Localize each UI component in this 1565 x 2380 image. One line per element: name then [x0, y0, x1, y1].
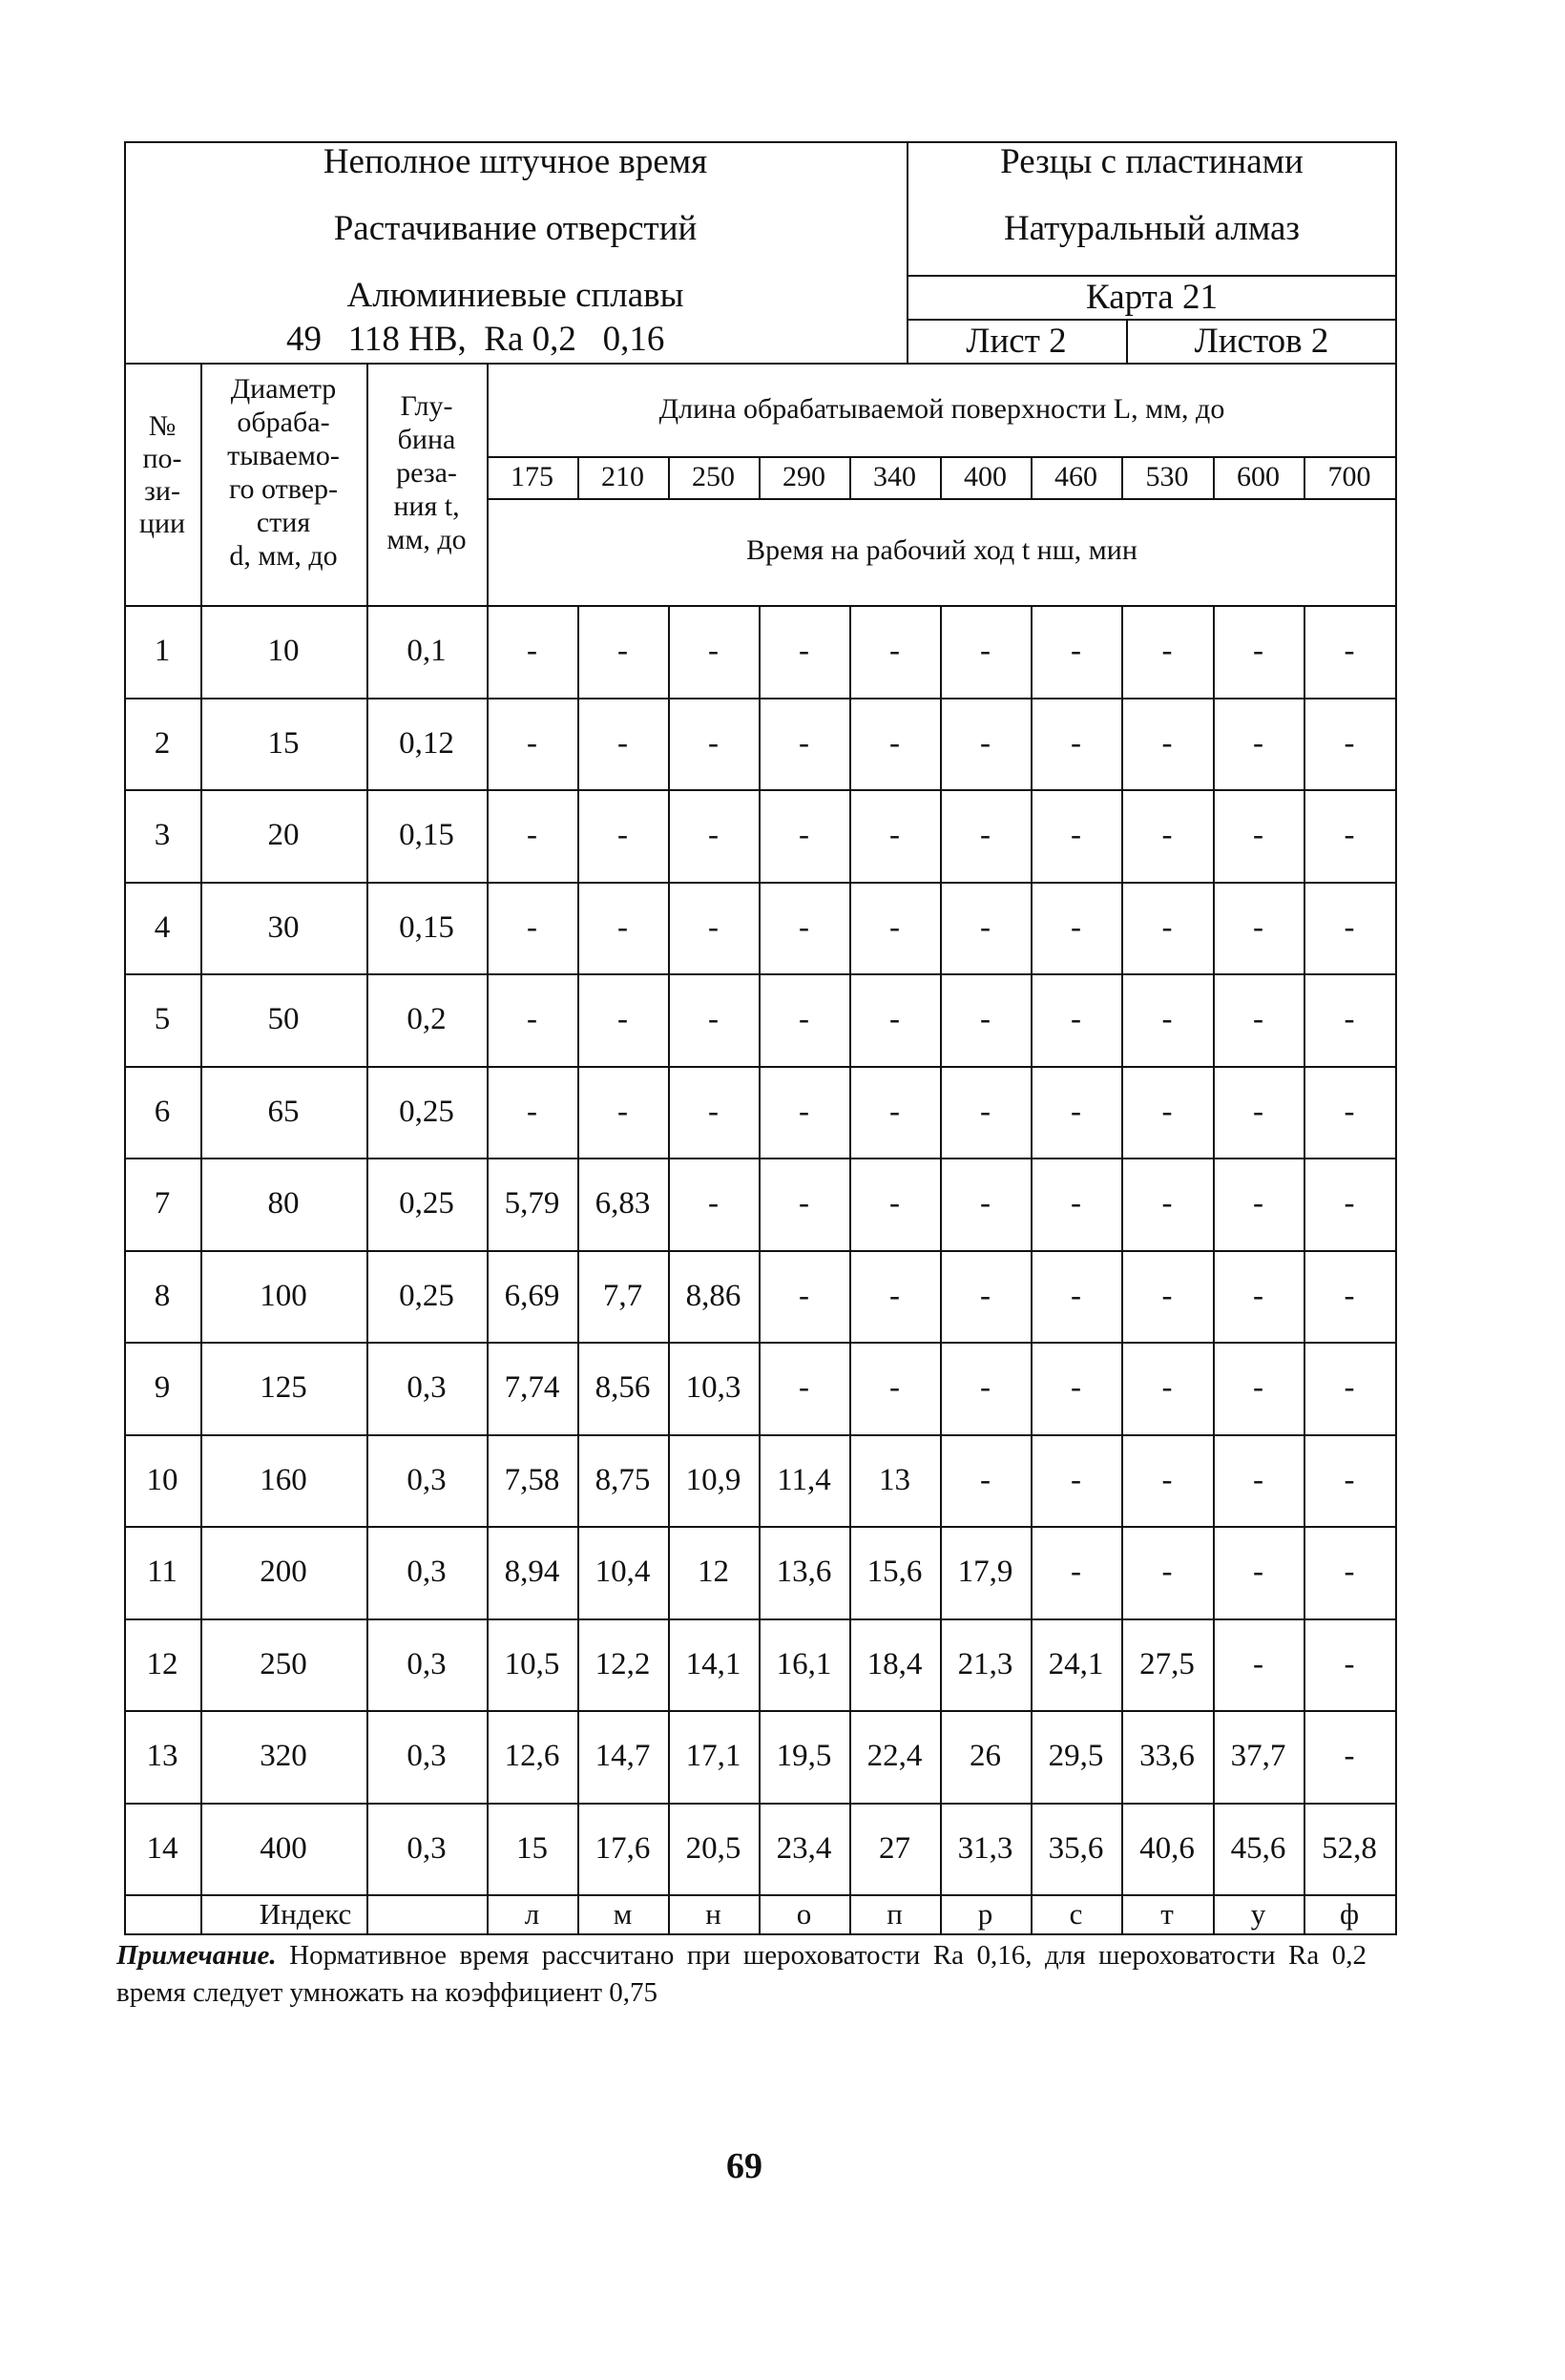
- time-value: -: [527, 1002, 537, 1036]
- time-value: -: [1071, 1002, 1081, 1036]
- row-depth: 0,15: [399, 910, 454, 945]
- time-value: 17,9: [957, 1555, 1013, 1589]
- time-value: -: [889, 910, 900, 945]
- time-value: -: [1344, 1370, 1355, 1405]
- time-value: -: [708, 1186, 719, 1221]
- row-depth: 0,2: [407, 1002, 447, 1036]
- length-value: 530: [1145, 461, 1189, 492]
- time-value: -: [1253, 1186, 1263, 1221]
- time-value: -: [1344, 1186, 1355, 1221]
- time-value: -: [617, 910, 628, 945]
- time-value: 17,6: [595, 1831, 651, 1866]
- time-value: 7,74: [504, 1370, 560, 1405]
- time-value: 7,58: [504, 1463, 560, 1497]
- length-separator: [940, 456, 942, 498]
- time-value: 15,6: [866, 1555, 923, 1589]
- col-header-diameter-line: Диаметр: [230, 373, 337, 405]
- length-value: 210: [601, 461, 644, 492]
- time-value: -: [617, 818, 628, 852]
- time-value: 31,3: [957, 1831, 1013, 1866]
- col-header-num-line: по-: [142, 443, 182, 474]
- sheet-number: Лист 2: [966, 322, 1067, 361]
- col-header-depth-line: мм, до: [386, 524, 467, 555]
- row-number: 14: [146, 1831, 178, 1866]
- time-value: 21,3: [957, 1647, 1013, 1681]
- time-value: -: [1253, 818, 1263, 852]
- time-value: -: [1161, 818, 1173, 852]
- time-value: -: [1253, 1555, 1263, 1589]
- row-diameter: 250: [260, 1647, 307, 1681]
- row-diameter: 50: [267, 1002, 300, 1036]
- time-value: -: [799, 1095, 809, 1129]
- header-right-1: Резцы с пластинами: [1000, 142, 1304, 181]
- time-value: -: [799, 726, 809, 761]
- time-value: -: [1071, 1370, 1081, 1405]
- row-number: 6: [154, 1095, 171, 1129]
- time-value: -: [889, 1002, 900, 1036]
- col-header-length-title: Длина обрабатываемой поверхности L, мм, до: [658, 393, 1225, 425]
- time-value: -: [799, 1370, 809, 1405]
- time-value: 14,1: [685, 1647, 741, 1681]
- time-value: -: [889, 726, 900, 761]
- length-separator: [1031, 456, 1033, 498]
- header-right-2: Натуральный алмаз: [1003, 209, 1301, 248]
- time-value: 33,6: [1139, 1739, 1195, 1773]
- col-header-depth-line: ния t,: [393, 491, 460, 522]
- col-header-diameter-line: стия: [256, 507, 311, 538]
- length-value: 175: [511, 461, 553, 492]
- row-diameter: 400: [260, 1831, 307, 1866]
- time-value: 19,5: [776, 1739, 832, 1773]
- col-header-num-line: №: [148, 410, 177, 442]
- row-diameter: 200: [260, 1555, 307, 1589]
- index-value: н: [705, 1896, 721, 1931]
- sheets-total: Листов 2: [1194, 322, 1329, 361]
- time-value: -: [980, 726, 991, 761]
- time-value: -: [980, 1186, 991, 1221]
- row-diameter: 125: [260, 1370, 307, 1405]
- note-label: Примечание.: [116, 1940, 277, 1971]
- length-separator: [1213, 456, 1215, 498]
- time-value: -: [980, 910, 991, 945]
- col-header-depth-line: реза-: [396, 457, 457, 489]
- time-value: 26: [970, 1739, 1001, 1773]
- row-depth: 0,25: [399, 1095, 454, 1129]
- time-value: -: [1071, 818, 1081, 852]
- header-title-1: Неполное штучное время: [323, 142, 708, 181]
- row-number: 9: [154, 1370, 171, 1405]
- time-value: -: [799, 1186, 809, 1221]
- row-depth: 0,3: [407, 1463, 447, 1497]
- time-value: -: [1253, 634, 1263, 668]
- time-value: 10,9: [685, 1463, 741, 1497]
- index-value: т: [1160, 1896, 1174, 1931]
- column-header-top-line: [124, 363, 1397, 365]
- time-value: 5,79: [504, 1186, 560, 1221]
- time-value: -: [1253, 1095, 1263, 1129]
- time-value: -: [527, 726, 537, 761]
- col-header-depth-line: Глу-: [400, 390, 453, 422]
- index-value: р: [977, 1896, 993, 1931]
- length-value: 400: [964, 461, 1007, 492]
- header-title-3: Алюминиевые сплавы: [346, 276, 684, 315]
- time-value: -: [1161, 726, 1173, 761]
- time-value: 16,1: [776, 1647, 832, 1681]
- time-value: 52,8: [1322, 1831, 1377, 1866]
- time-value: -: [527, 1095, 537, 1129]
- time-value: -: [1253, 1370, 1263, 1405]
- time-value: -: [708, 726, 719, 761]
- time-value: -: [1253, 1463, 1263, 1497]
- time-value: 8,94: [504, 1555, 560, 1589]
- time-value: 14,7: [595, 1739, 651, 1773]
- time-value: 7,7: [602, 1279, 643, 1313]
- row-depth: 0,3: [407, 1370, 447, 1405]
- time-value: -: [1344, 1647, 1355, 1681]
- time-value: -: [1071, 726, 1081, 761]
- time-value: -: [1161, 1186, 1173, 1221]
- time-value: -: [1344, 1463, 1355, 1497]
- time-value: -: [527, 910, 537, 945]
- time-value: 10,3: [685, 1370, 741, 1405]
- time-value: -: [1344, 1555, 1355, 1589]
- time-value: -: [617, 1002, 628, 1036]
- length-separator: [1304, 456, 1305, 498]
- row-depth: 0,3: [407, 1555, 447, 1589]
- length-separator: [759, 456, 761, 498]
- page-number: 69: [726, 2146, 762, 2186]
- note-text: Нормативное время рассчитано при шероховатости Ra 0,16, для шероховатости Ra 0,2 время следует умножать на коэффициент 0,75: [116, 1940, 1367, 2008]
- time-value: -: [1344, 910, 1355, 945]
- table-bottom-border: [124, 1933, 1397, 1935]
- row-depth: 0,3: [407, 1647, 447, 1681]
- time-value: 35,6: [1048, 1831, 1104, 1866]
- time-value: -: [1344, 818, 1355, 852]
- time-value: -: [1161, 910, 1173, 945]
- length-values-line: [487, 498, 1397, 500]
- length-separator: [577, 456, 579, 498]
- time-value: -: [980, 1002, 991, 1036]
- time-value: 12: [698, 1555, 729, 1589]
- time-value: -: [1071, 1463, 1081, 1497]
- length-value: 600: [1237, 461, 1280, 492]
- col-header-depth-line: бина: [397, 424, 456, 455]
- time-value: -: [1344, 634, 1355, 668]
- time-value: 40,6: [1139, 1831, 1195, 1866]
- index-label: Индекс: [259, 1896, 352, 1931]
- time-value: -: [799, 634, 809, 668]
- time-value: -: [980, 1095, 991, 1129]
- row-diameter: 160: [260, 1463, 307, 1497]
- card-number: Карта 21: [1086, 278, 1218, 317]
- row-number: 10: [146, 1463, 178, 1497]
- time-value: -: [1071, 634, 1081, 668]
- time-value: -: [889, 1186, 900, 1221]
- time-value: -: [980, 1463, 991, 1497]
- time-value: -: [889, 1279, 900, 1313]
- col-header-num-line: ции: [138, 508, 186, 539]
- time-value: -: [799, 818, 809, 852]
- time-value: -: [980, 1370, 991, 1405]
- index-value: м: [613, 1896, 633, 1931]
- time-value: -: [708, 634, 719, 668]
- time-value: -: [1253, 1647, 1263, 1681]
- row-depth: 0,12: [399, 726, 454, 761]
- row-depth: 0,1: [407, 634, 447, 668]
- length-separator: [1121, 456, 1123, 498]
- time-value: 29,5: [1048, 1739, 1104, 1773]
- time-value: -: [1161, 1095, 1173, 1129]
- time-value: -: [1253, 1002, 1263, 1036]
- time-value: -: [617, 634, 628, 668]
- time-value: -: [1161, 1463, 1173, 1497]
- row-number: 4: [154, 910, 171, 945]
- time-value: 8,86: [685, 1279, 741, 1313]
- time-value: -: [1161, 1279, 1173, 1313]
- row-diameter: 320: [260, 1739, 307, 1773]
- time-value: 13: [879, 1463, 910, 1497]
- row-number: 13: [146, 1739, 178, 1773]
- row-diameter: 20: [267, 818, 300, 852]
- row-number: 11: [147, 1555, 177, 1589]
- time-value: -: [1071, 1555, 1081, 1589]
- time-value: -: [889, 818, 900, 852]
- time-value: -: [1071, 910, 1081, 945]
- time-value: 11,4: [777, 1463, 831, 1497]
- note: [116, 1937, 1367, 2012]
- time-value: 6,83: [595, 1186, 651, 1221]
- time-value: -: [1071, 1095, 1081, 1129]
- time-value: -: [1071, 1186, 1081, 1221]
- time-value: -: [980, 1279, 991, 1313]
- header-title-4: 49 118 НВ, Ra 0,2 0,16: [286, 320, 665, 359]
- time-value: -: [708, 818, 719, 852]
- time-value: 10,4: [595, 1555, 651, 1589]
- time-value: 37,7: [1230, 1739, 1286, 1773]
- col-header-time-title: Время на рабочий ход t нш, мин: [746, 534, 1137, 566]
- row-number: 3: [154, 818, 171, 852]
- index-value: о: [796, 1896, 812, 1931]
- index-value: у: [1250, 1896, 1266, 1931]
- length-value: 290: [782, 461, 825, 492]
- row-number: 12: [146, 1647, 178, 1681]
- col-header-diameter-line: обраба-: [237, 407, 330, 438]
- row-diameter: 30: [267, 910, 300, 945]
- time-value: 17,1: [685, 1739, 741, 1773]
- time-value: -: [527, 818, 537, 852]
- col-header-diameter-line: d, мм, до: [229, 540, 338, 572]
- time-value: -: [1161, 1370, 1173, 1405]
- time-value: -: [1161, 634, 1173, 668]
- time-value: -: [1344, 1002, 1355, 1036]
- time-value: -: [1253, 910, 1263, 945]
- time-value: -: [617, 1095, 628, 1129]
- time-value: 8,56: [595, 1370, 651, 1405]
- row-number: 5: [154, 1002, 171, 1036]
- time-value: -: [889, 634, 900, 668]
- index-value: л: [524, 1896, 540, 1931]
- col-header-diameter-line: тываемо-: [227, 440, 340, 471]
- time-value: -: [1253, 726, 1263, 761]
- time-value: -: [980, 818, 991, 852]
- index-value: ф: [1339, 1896, 1360, 1931]
- row-number: 8: [154, 1279, 171, 1313]
- length-separator: [668, 456, 670, 498]
- col-header-diameter-line: го отвер-: [228, 473, 339, 505]
- time-value: -: [1161, 1002, 1173, 1036]
- time-value: 23,4: [776, 1831, 832, 1866]
- time-value: -: [1071, 1279, 1081, 1313]
- time-value: -: [527, 634, 537, 668]
- length-value: 340: [873, 461, 916, 492]
- header-title-2: Растачивание отверстий: [333, 209, 698, 248]
- time-value: -: [889, 1095, 900, 1129]
- time-value: 20,5: [685, 1831, 741, 1866]
- row-number: 1: [154, 634, 171, 668]
- index-value: с: [1069, 1896, 1083, 1931]
- time-value: -: [1344, 1095, 1355, 1129]
- time-value: 8,75: [595, 1463, 651, 1497]
- time-value: 27: [879, 1831, 910, 1866]
- row-diameter: 15: [267, 726, 300, 761]
- row-depth: 0,15: [399, 818, 454, 852]
- time-value: 22,4: [866, 1739, 923, 1773]
- time-value: 27,5: [1139, 1647, 1195, 1681]
- index-value: п: [887, 1896, 903, 1931]
- time-value: -: [1253, 1279, 1263, 1313]
- time-value: -: [889, 1370, 900, 1405]
- row-diameter: 10: [267, 634, 300, 668]
- time-value: -: [1344, 726, 1355, 761]
- time-value: 13,6: [776, 1555, 832, 1589]
- time-value: -: [708, 1095, 719, 1129]
- length-value: 460: [1054, 461, 1097, 492]
- time-value: -: [799, 1002, 809, 1036]
- time-value: -: [799, 1279, 809, 1313]
- time-value: -: [617, 726, 628, 761]
- col-header-diameter: [200, 372, 366, 573]
- time-value: -: [799, 910, 809, 945]
- time-value: -: [1344, 1739, 1355, 1773]
- length-value: 700: [1327, 461, 1371, 492]
- time-value: -: [708, 1002, 719, 1036]
- time-value: 6,69: [504, 1279, 560, 1313]
- row-depth: 0,3: [407, 1739, 447, 1773]
- row-depth: 0,3: [407, 1831, 447, 1866]
- time-value: 45,6: [1230, 1831, 1286, 1866]
- time-value: -: [1344, 1279, 1355, 1313]
- time-value: 18,4: [866, 1647, 923, 1681]
- time-value: -: [708, 910, 719, 945]
- row-number: 2: [154, 726, 171, 761]
- time-value: 12,2: [595, 1647, 651, 1681]
- row-diameter: 65: [267, 1095, 300, 1129]
- row-depth: 0,25: [399, 1279, 454, 1313]
- time-value: -: [980, 634, 991, 668]
- col-header-num: [124, 410, 200, 540]
- row-number: 7: [154, 1186, 171, 1221]
- time-value: 24,1: [1048, 1647, 1104, 1681]
- row-depth: 0,25: [399, 1186, 454, 1221]
- time-value: -: [1161, 1555, 1173, 1589]
- row-diameter: 80: [267, 1186, 300, 1221]
- time-value: 10,5: [504, 1647, 560, 1681]
- col-header-depth: [366, 389, 487, 556]
- time-value: 15: [516, 1831, 548, 1866]
- length-separator: [849, 456, 851, 498]
- length-value: 250: [692, 461, 735, 492]
- time-value: 12,6: [504, 1739, 560, 1773]
- col-header-num-line: зи-: [144, 475, 180, 507]
- row-diameter: 100: [260, 1279, 307, 1313]
